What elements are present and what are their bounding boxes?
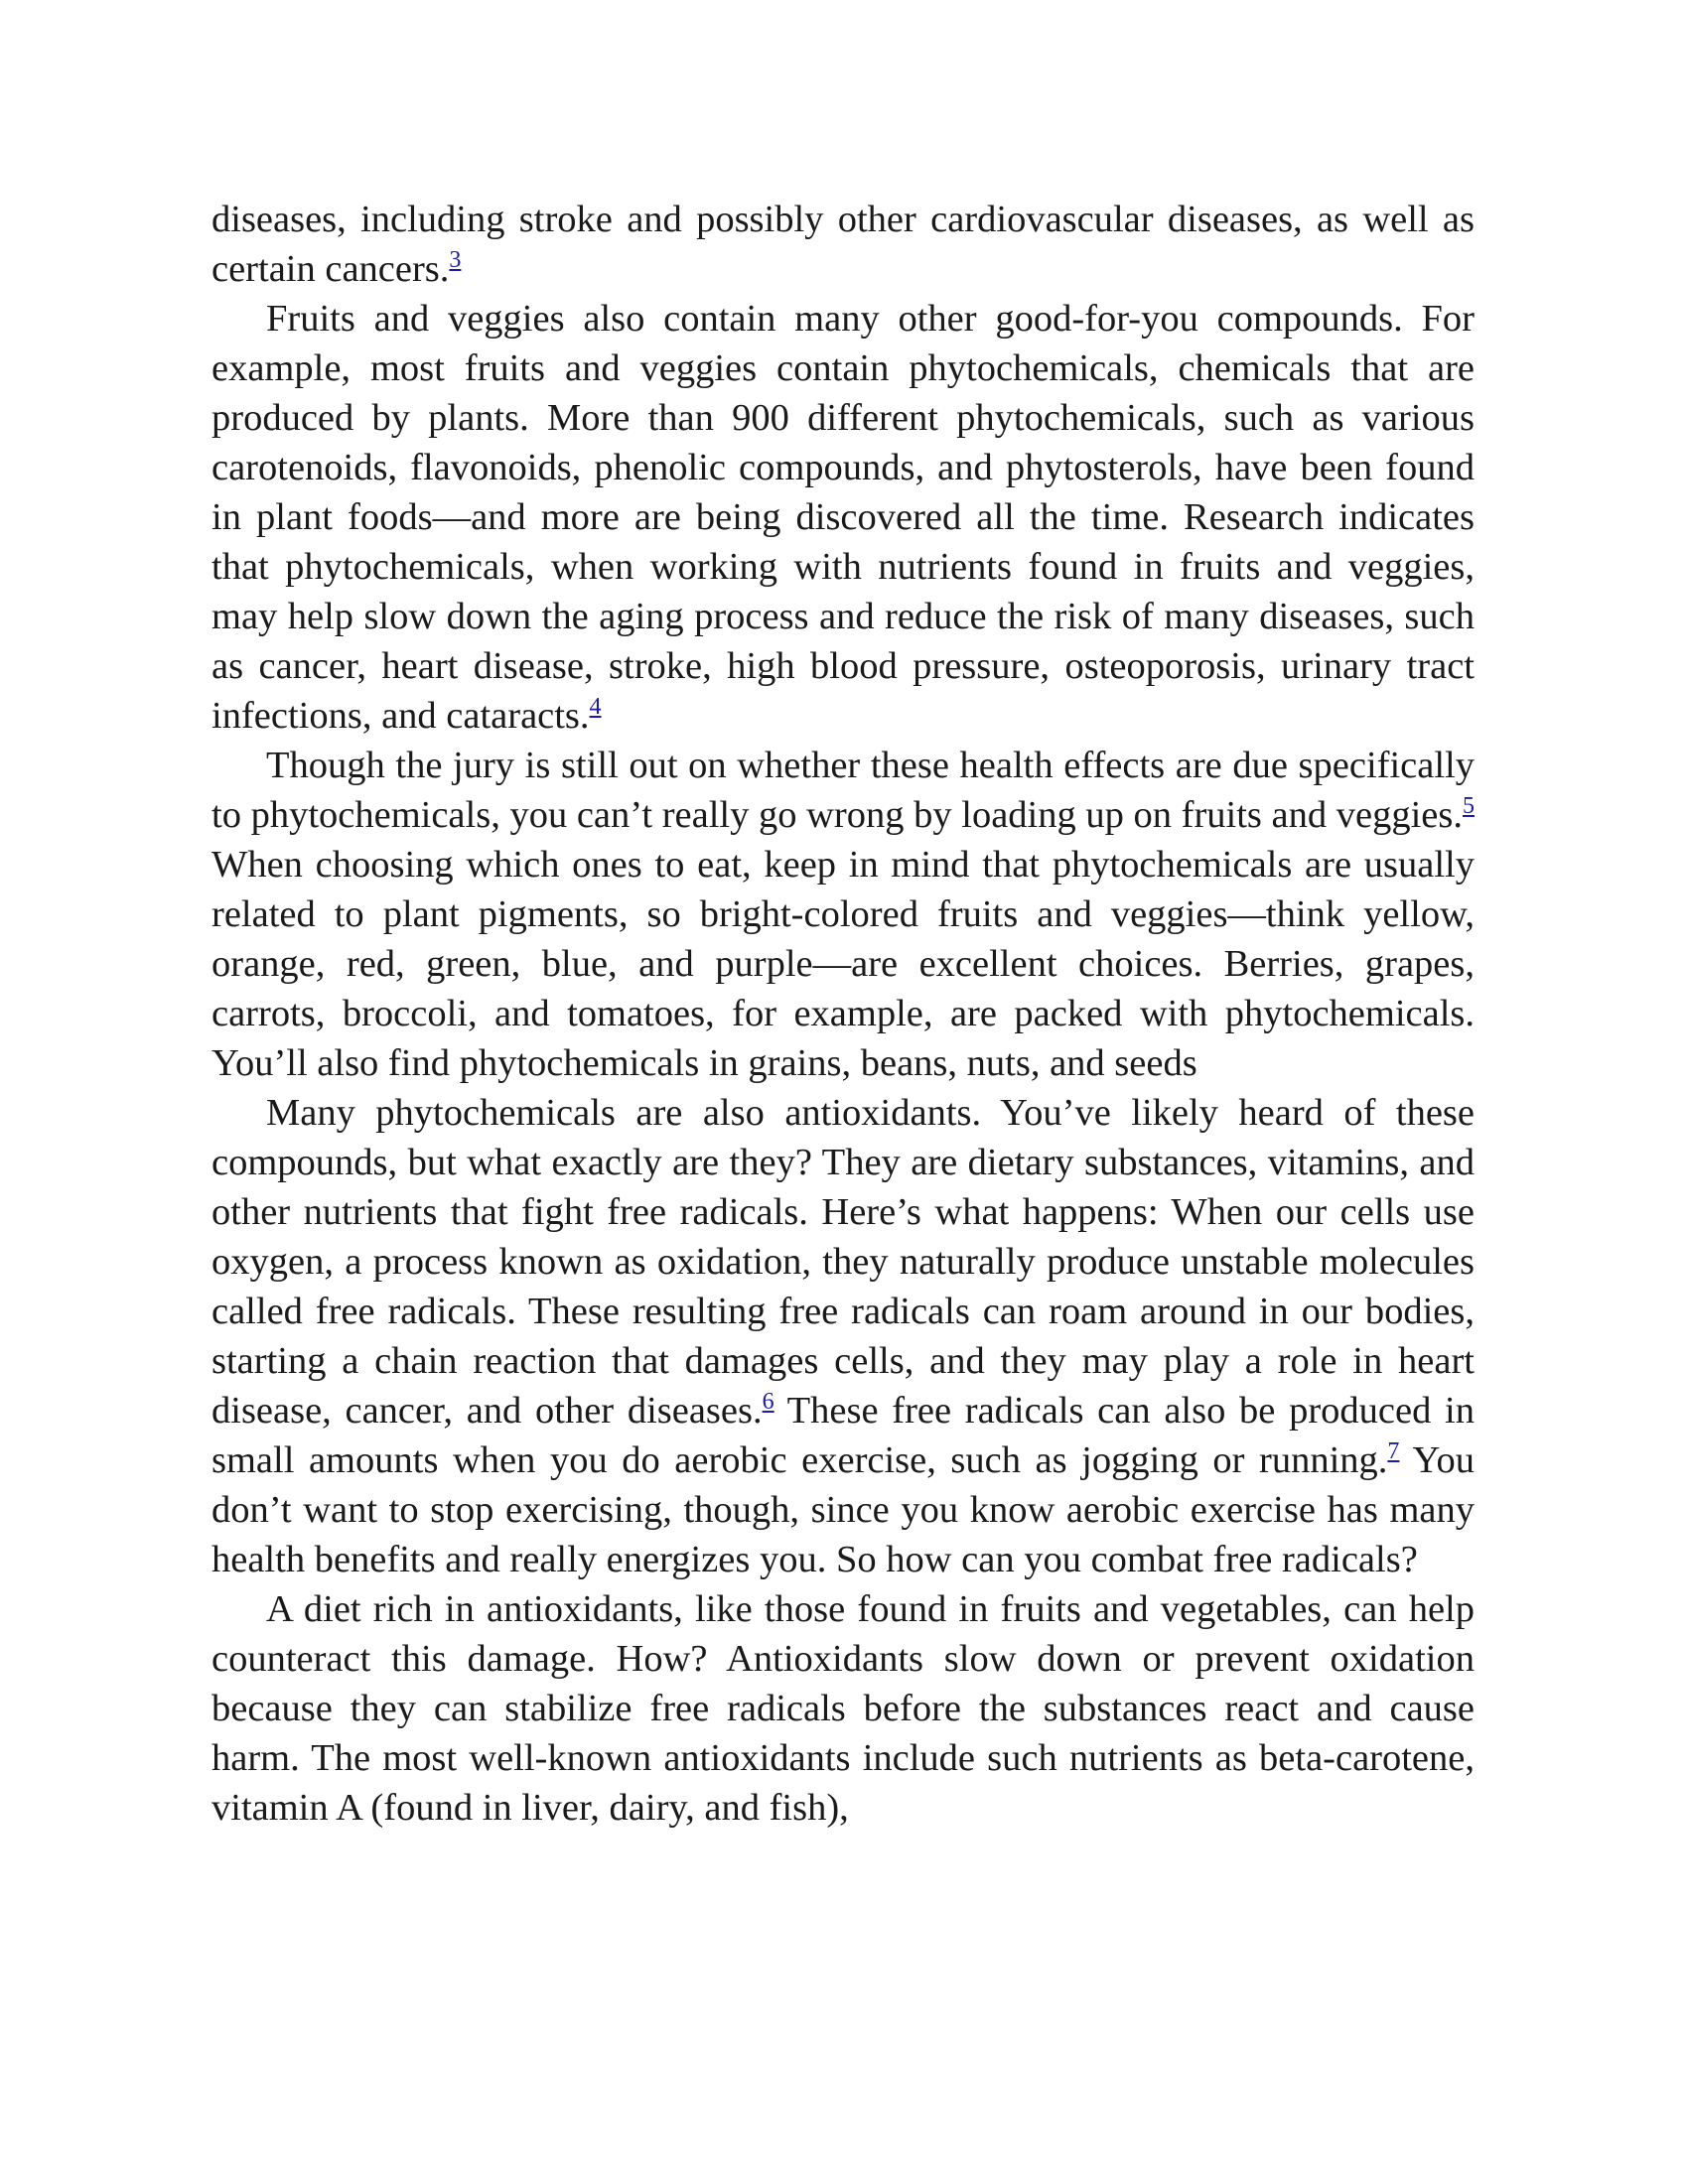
footnote-link-5[interactable]: 5 [1463,793,1475,819]
paragraph [211,1584,1475,1833]
footnote-link-4[interactable]: 4 [589,694,602,720]
paragraph-text: Many phytochemicals are also antioxidants. You’ve likely heard of these compounds, but what exactly are they? They are dietary substances, vitamins, and other nutrients that fight free radicals. Here’s what happens: When our cells use oxygen, a process known as oxidation, they naturally produce unstable molecules called free radicals. These resulting free radicals can roam around in our bodies, starting a chain reaction that damages cells, and they may play a role in heart disease, cancer, and other diseases. [211,1092,1475,1432]
paragraph-text: Though the jury is still out on whether these health effects are due specifically to phytochemicals, you can’t really go wrong by loading up on fruits and veggies. [211,745,1475,836]
footnote-link-3[interactable]: 3 [449,247,462,273]
footnote-link-7[interactable]: 7 [1387,1438,1400,1464]
paragraph-text: When choosing which ones to eat, keep in mind that phytochemicals are usually related to plant pigments, so bright-colored fruits and veggies—think yellow, orange, red, green, blue, and purple—are excellent choices. Berries, grapes, carrots, broccoli, and tomatoes, for example, are packed with phytochemicals. You’ll also find phytochemicals in grains, beans, nuts, and seeds [211,844,1475,1084]
paragraph [211,741,1475,1088]
paragraph [211,195,1475,294]
paragraph-text: A diet rich in antioxidants, like those found in fruits and vegetables, can help counteract this damage. How? Antioxidants slow down or prevent oxidation because they can stabilize free radicals before the substances react and cause harm. The most well-known antioxidants include such nutrients as beta-carotene, vitamin A (found in liver, dairy, and fish), [211,1588,1475,1829]
paragraph-text: Fruits and veggies also contain many other good-for-you compounds. For example, most fruits and veggies contain phytochemicals, chemicals that are produced by plants. More than 900 different phytochemicals, such as various carotenoids, flavonoids, phenolic compounds, and phytosterols, have been found in plant foods—and more are being discovered all the time. Research indicates that phytochemicals, when working with nutrients found in fruits and veggies, may help slow down the aging process and reduce the risk of many diseases, such as cancer, heart disease, stroke, high blood pressure, osteoporosis, urinary tract infections, and cataracts. [211,298,1475,737]
paragraph-text: These free radicals can also be produced in small amounts when you do aerobic exercise, such as jogging or running. [211,1390,1475,1481]
footnote-link-6[interactable]: 6 [762,1389,774,1415]
paragraph [211,294,1475,741]
paragraph-text: diseases, including stroke and possibly other cardiovascular diseases, as well as certain cancers. [211,199,1475,290]
document-page [211,195,1475,1833]
paragraph [211,1088,1475,1584]
paragraph-text: You don’t want to stop exercising, though, since you know aerobic exercise has many health benefits and really energizes you. So how can you combat free radicals? [211,1439,1475,1580]
